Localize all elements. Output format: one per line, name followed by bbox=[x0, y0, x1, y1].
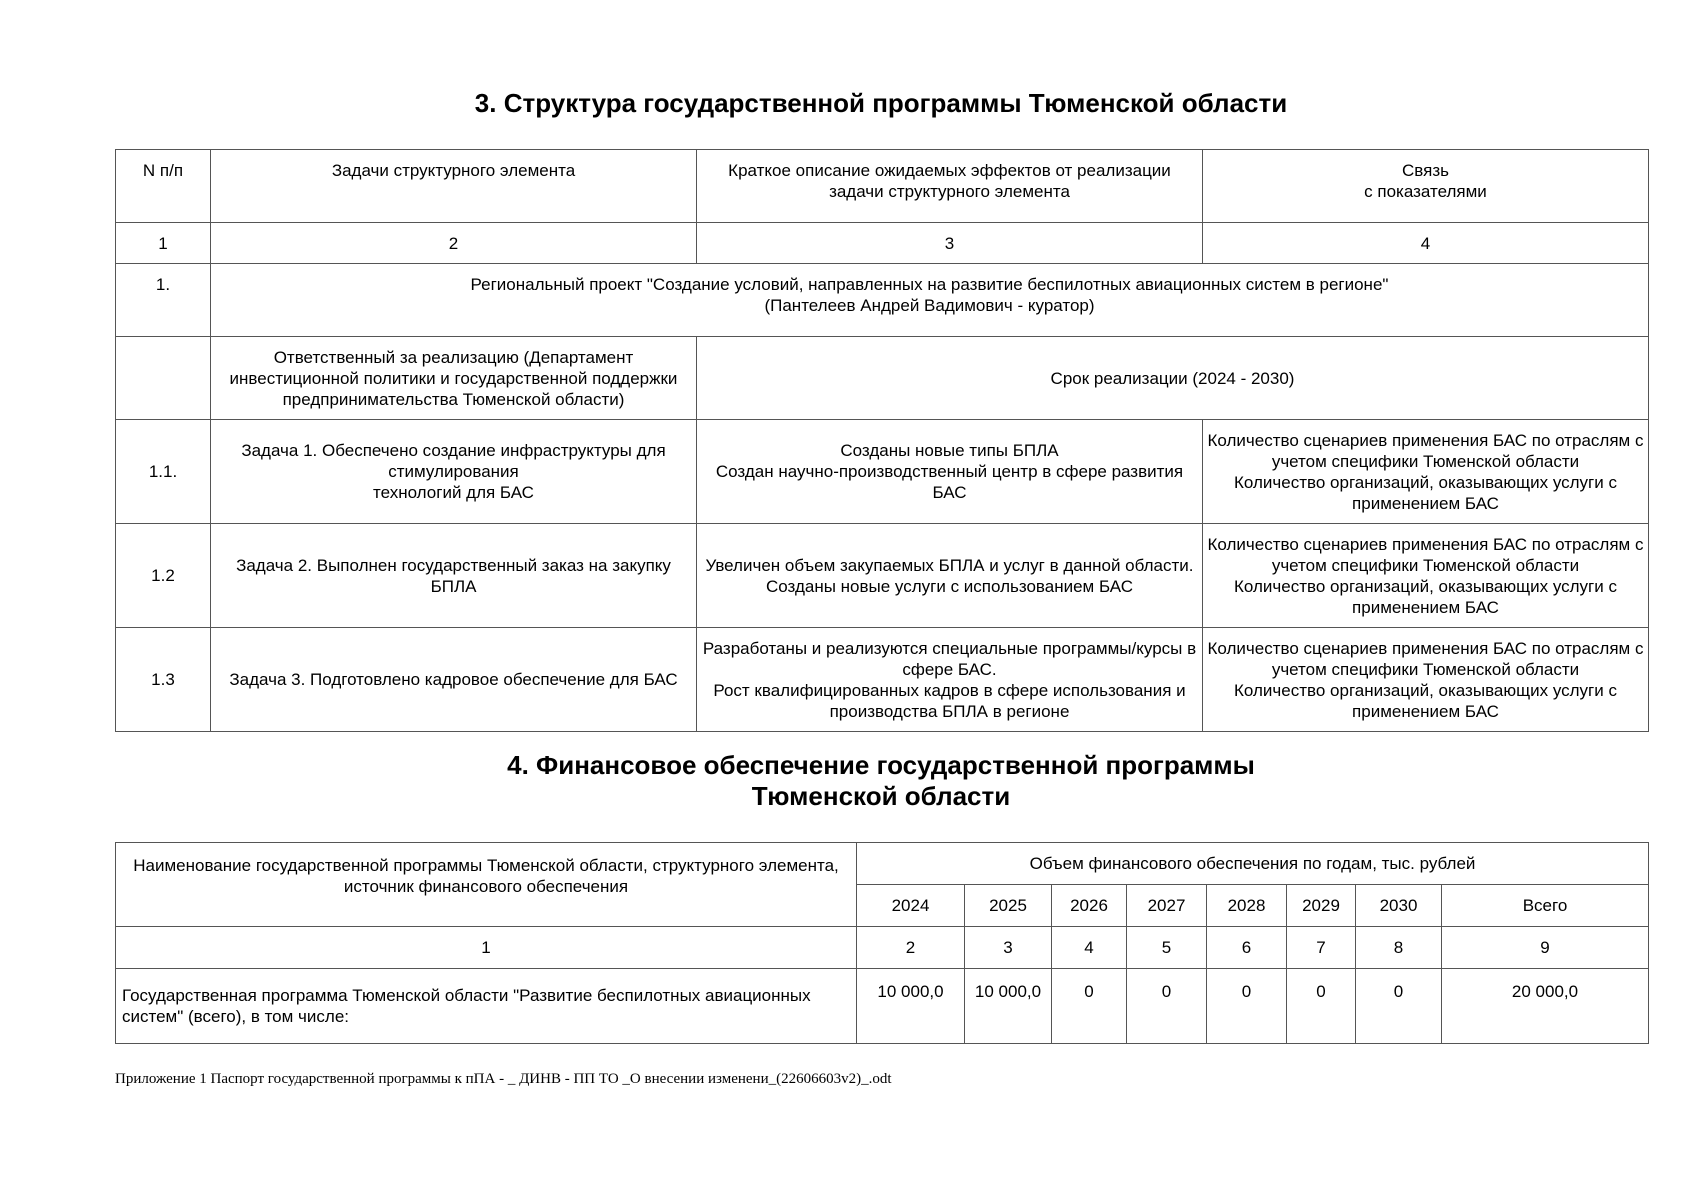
finance-volume-header: Объем финансового обеспечения по годам, тыс. рублей bbox=[857, 843, 1649, 885]
finance-value-total: 20 000,0 bbox=[1442, 969, 1649, 1044]
colnum-3: 3 bbox=[697, 223, 1203, 264]
colnum: 6 bbox=[1207, 927, 1287, 969]
finance-value-2029: 0 bbox=[1287, 969, 1356, 1044]
task-num: 1.3 bbox=[116, 628, 211, 732]
table-row bbox=[116, 628, 1649, 732]
finance-value-2027: 0 bbox=[1127, 969, 1207, 1044]
finance-value-2028: 0 bbox=[1207, 969, 1287, 1044]
total-header: Всего bbox=[1442, 885, 1649, 927]
colnum: 9 bbox=[1442, 927, 1649, 969]
colnum: 7 bbox=[1287, 927, 1356, 969]
finance-value-2025: 10 000,0 bbox=[965, 969, 1052, 1044]
project-num: 1. bbox=[116, 264, 211, 337]
header-tasks: Задачи структурного элемента bbox=[211, 150, 697, 223]
colnum: 1 bbox=[116, 927, 857, 969]
finance-header-row bbox=[116, 843, 1649, 885]
year-header: 2026 bbox=[1052, 885, 1127, 927]
header-effects: Краткое описание ожидаемых эффектов от реализации задачи структурного элемента bbox=[697, 150, 1203, 223]
responsible-row bbox=[116, 337, 1649, 420]
task-text: Задача 3. Подготовлено кадровое обеспечение для БАС bbox=[211, 628, 697, 732]
finance-program-name: Государственная программа Тюменской области "Развитие беспилотных авиационных систем" (всего), в том числе: bbox=[116, 969, 857, 1044]
task-num: 1.1. bbox=[116, 420, 211, 524]
task-effects: Созданы новые типы БПЛА Создан научно-производственный центр в сфере развития БАС bbox=[697, 420, 1203, 524]
finance-name-header: Наименование государственной программы Тюменской области, структурного элемента, источник финансового обеспечения bbox=[116, 843, 857, 927]
colnum: 5 bbox=[1127, 927, 1207, 969]
year-header: 2029 bbox=[1287, 885, 1356, 927]
year-header: 2028 bbox=[1207, 885, 1287, 927]
task-text: Задача 2. Выполнен государственный заказ на закупку БПЛА bbox=[211, 524, 697, 628]
colnum: 8 bbox=[1356, 927, 1442, 969]
colnum-1: 1 bbox=[116, 223, 211, 264]
structure-colnum-row bbox=[116, 223, 1649, 264]
task-link: Количество сценариев применения БАС по отраслям с учетом специфики Тюменской области Количество организаций, оказывающих услуги с применением БАС bbox=[1203, 628, 1649, 732]
section-4-title-line2: Тюменской области bbox=[751, 781, 1011, 811]
section-3-title: 3. Структура государственной программы Тюменской области bbox=[474, 88, 1288, 118]
task-effects: Разработаны и реализуются специальные программы/курсы в сфере БАС. Рост квалифицированных кадров в сфере использования и производства БПЛА в регионе bbox=[697, 628, 1203, 732]
task-text: Задача 1. Обеспечено создание инфраструктуры для стимулирования технологий для БАС bbox=[211, 420, 697, 524]
section-4-title-line1: 4. Финансовое обеспечение государственной программы bbox=[507, 750, 1255, 780]
colnum-4: 4 bbox=[1203, 223, 1649, 264]
colnum: 3 bbox=[965, 927, 1052, 969]
task-num: 1.2 bbox=[116, 524, 211, 628]
task-link: Количество сценариев применения БАС по отраслям с учетом специфики Тюменской области Количество организаций, оказывающих услуги с применением БАС bbox=[1203, 420, 1649, 524]
finance-table bbox=[115, 842, 1649, 1044]
finance-colnum-row bbox=[116, 927, 1649, 969]
colnum: 2 bbox=[857, 927, 965, 969]
table-row bbox=[116, 524, 1649, 628]
header-num: N п/п bbox=[116, 150, 211, 223]
year-header: 2030 bbox=[1356, 885, 1442, 927]
document-footer: Приложение 1 Паспорт государственной программы к пПА - _ ДИНВ - ПП ТО _О внесении изменени_(22606603v2)_.odt bbox=[115, 1071, 892, 1087]
project-text: Региональный проект "Создание условий, направленных на развитие беспилотных авиационных систем в регионе" (Пантелеев Андрей Вадимович - куратор) bbox=[211, 264, 1649, 337]
responsible-term: Срок реализации (2024 - 2030) bbox=[697, 337, 1649, 420]
project-row bbox=[116, 264, 1649, 337]
responsible-text: Ответственный за реализацию (Департамент инвестиционной политики и государственной поддержки предпринимательства Тюменской области) bbox=[211, 337, 697, 420]
structure-table bbox=[115, 149, 1649, 732]
finance-value-2030: 0 bbox=[1356, 969, 1442, 1044]
colnum-2: 2 bbox=[211, 223, 697, 264]
task-link: Количество сценариев применения БАС по отраслям с учетом специфики Тюменской области Количество организаций, оказывающих услуги с применением БАС bbox=[1203, 524, 1649, 628]
finance-value-2026: 0 bbox=[1052, 969, 1127, 1044]
section-4-title bbox=[115, 750, 1647, 812]
table-row bbox=[116, 420, 1649, 524]
year-header: 2025 bbox=[965, 885, 1052, 927]
header-link: Связь с показателями bbox=[1203, 150, 1649, 223]
structure-header-row bbox=[116, 150, 1649, 223]
year-header: 2027 bbox=[1127, 885, 1207, 927]
finance-value-2024: 10 000,0 bbox=[857, 969, 965, 1044]
colnum: 4 bbox=[1052, 927, 1127, 969]
year-header: 2024 bbox=[857, 885, 965, 927]
table-row bbox=[116, 969, 1649, 1044]
task-effects: Увеличен объем закупаемых БПЛА и услуг в данной области. Созданы новые услуги с использованием БАС bbox=[697, 524, 1203, 628]
responsible-num bbox=[116, 337, 211, 420]
